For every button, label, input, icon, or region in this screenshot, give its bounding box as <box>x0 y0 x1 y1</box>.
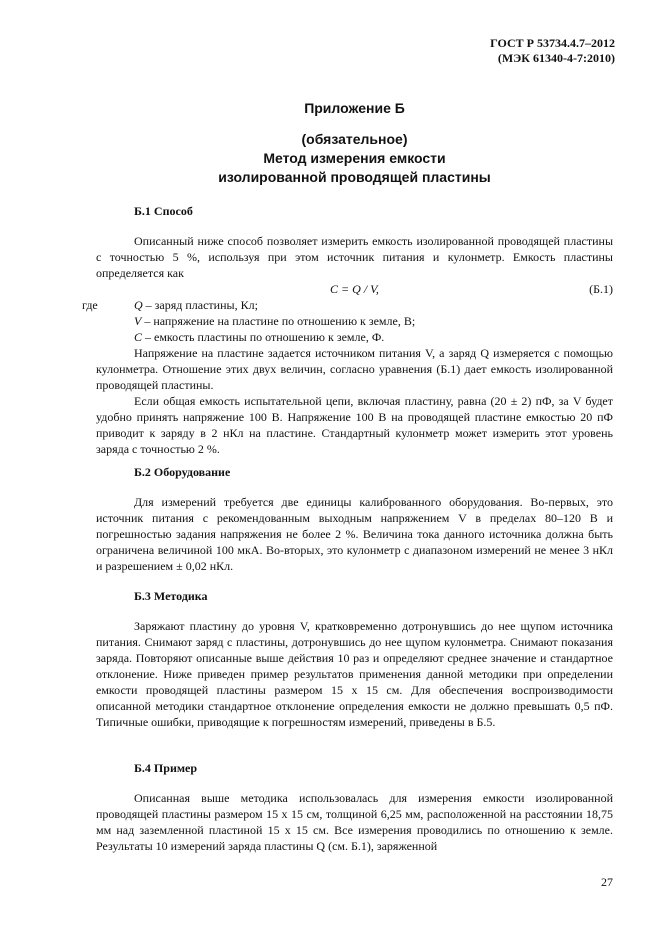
definition-v: V – напряжение на пластине по отношению к земле, В; <box>134 314 416 328</box>
paragraph: Напряжение на пластине задается источником питания V, а заряд Q измеряется с помощью кулонметра. Отношение этих двух величин, согласно уравнения (Б.1) дает емкость изолированной проводящей пластины. <box>96 346 613 392</box>
paragraph: Если общая емкость испытательной цепи, включая пластину, равна (20 ± 2) пФ, за V будет удобно принять напряжение 100 В. Напряжение 100 В на проводящей пластине емкостью 20 пФ приводит к заряду в 2 нКл на пластине. Стандартный кулонметр может измерить этот уровень заряда с точностью 2 %. <box>96 394 613 456</box>
where-label: где <box>82 298 98 312</box>
appendix-subtitle-line2: изолированной проводящей пластины <box>218 169 491 185</box>
section-b3 <box>96 588 613 730</box>
paragraph: Описанный ниже способ позволяет измерить емкость изолированной проводящей пластины с точностью 5 %, используя при этом источник питания и кулонметр. Емкость пластины определяется как <box>96 234 613 280</box>
formula: C = Q / V, <box>330 282 379 296</box>
document-header <box>490 36 615 66</box>
formula-number: (Б.1) <box>589 282 613 296</box>
paragraph: Заряжают пластину до уровня V, кратковременно дотронувшись до нее щупом источника питания. Снимают заряд с пластины, дотронувшись до нее щупом кулонметра. Снимают показания заряда. Повторяют описанные выше действия 10 раз и определяют среднее значение и стандартное отклонение. Ниже приведен пример результатов применения данной методики при определении емкости проводящей пластины размером 15 х 15 см. Для обеспечения воспроизводимости описанной методики стандартное отклонение определения емкости не должно превышать 0,5 пФ. Типичные ошибки, приводящие к погрешностям измерений, приведены в Б.5. <box>96 619 613 729</box>
section-heading: Б.4 Пример <box>134 761 198 775</box>
section-heading: Б.1 Способ <box>134 204 193 218</box>
section-heading: Б.2 Оборудование <box>134 465 231 479</box>
formula-row <box>96 281 613 297</box>
page-number: 27 <box>601 875 613 889</box>
section-b2 <box>96 464 613 574</box>
section-b1 <box>82 203 613 457</box>
appendix-subtitle-line1: Метод измерения емкости <box>263 150 446 166</box>
definition-c: C – емкость пластины по отношению к земле, Ф. <box>134 330 385 344</box>
appendix-status: (обязательное) <box>301 131 408 147</box>
standard-equivalent: (МЭК 61340-4-7:2010) <box>497 51 615 65</box>
paragraph: Для измерений требуется две единицы калиброванного оборудования. Во-первых, это источник питания с рекомендованным выходным напряжением V в пределах 80–120 В и погрешностью задания напряжения не более 2 %. Величина тока данного источника должна быть ограничена величиной 100 мкА. Во-вторых, это кулонметр с диапазоном измерений не менее 3 нКл и разрешением ± 0,02 нКл. <box>96 495 613 573</box>
definition-row <box>82 297 613 313</box>
section-heading: Б.3 Методика <box>134 589 208 603</box>
section-b4 <box>96 760 613 854</box>
appendix-title: Приложение Б <box>304 100 405 116</box>
definition-q: Q – заряд пластины, Кл; <box>134 298 258 312</box>
standard-number: ГОСТ Р 53734.4.7–2012 <box>490 36 615 50</box>
paragraph: Описанная выше методика использовалась для измерения емкости изолированной проводящей пластины размером 15 х 15 см, толщиной 6,25 мм, расположенной на расстоянии 18,75 мм над заземленной пластиной 15 х 15 см. Все измерения проводились по отношению к земле. Результаты 10 измерений заряда пластины Q (см. Б.1), заряженной <box>96 791 613 853</box>
